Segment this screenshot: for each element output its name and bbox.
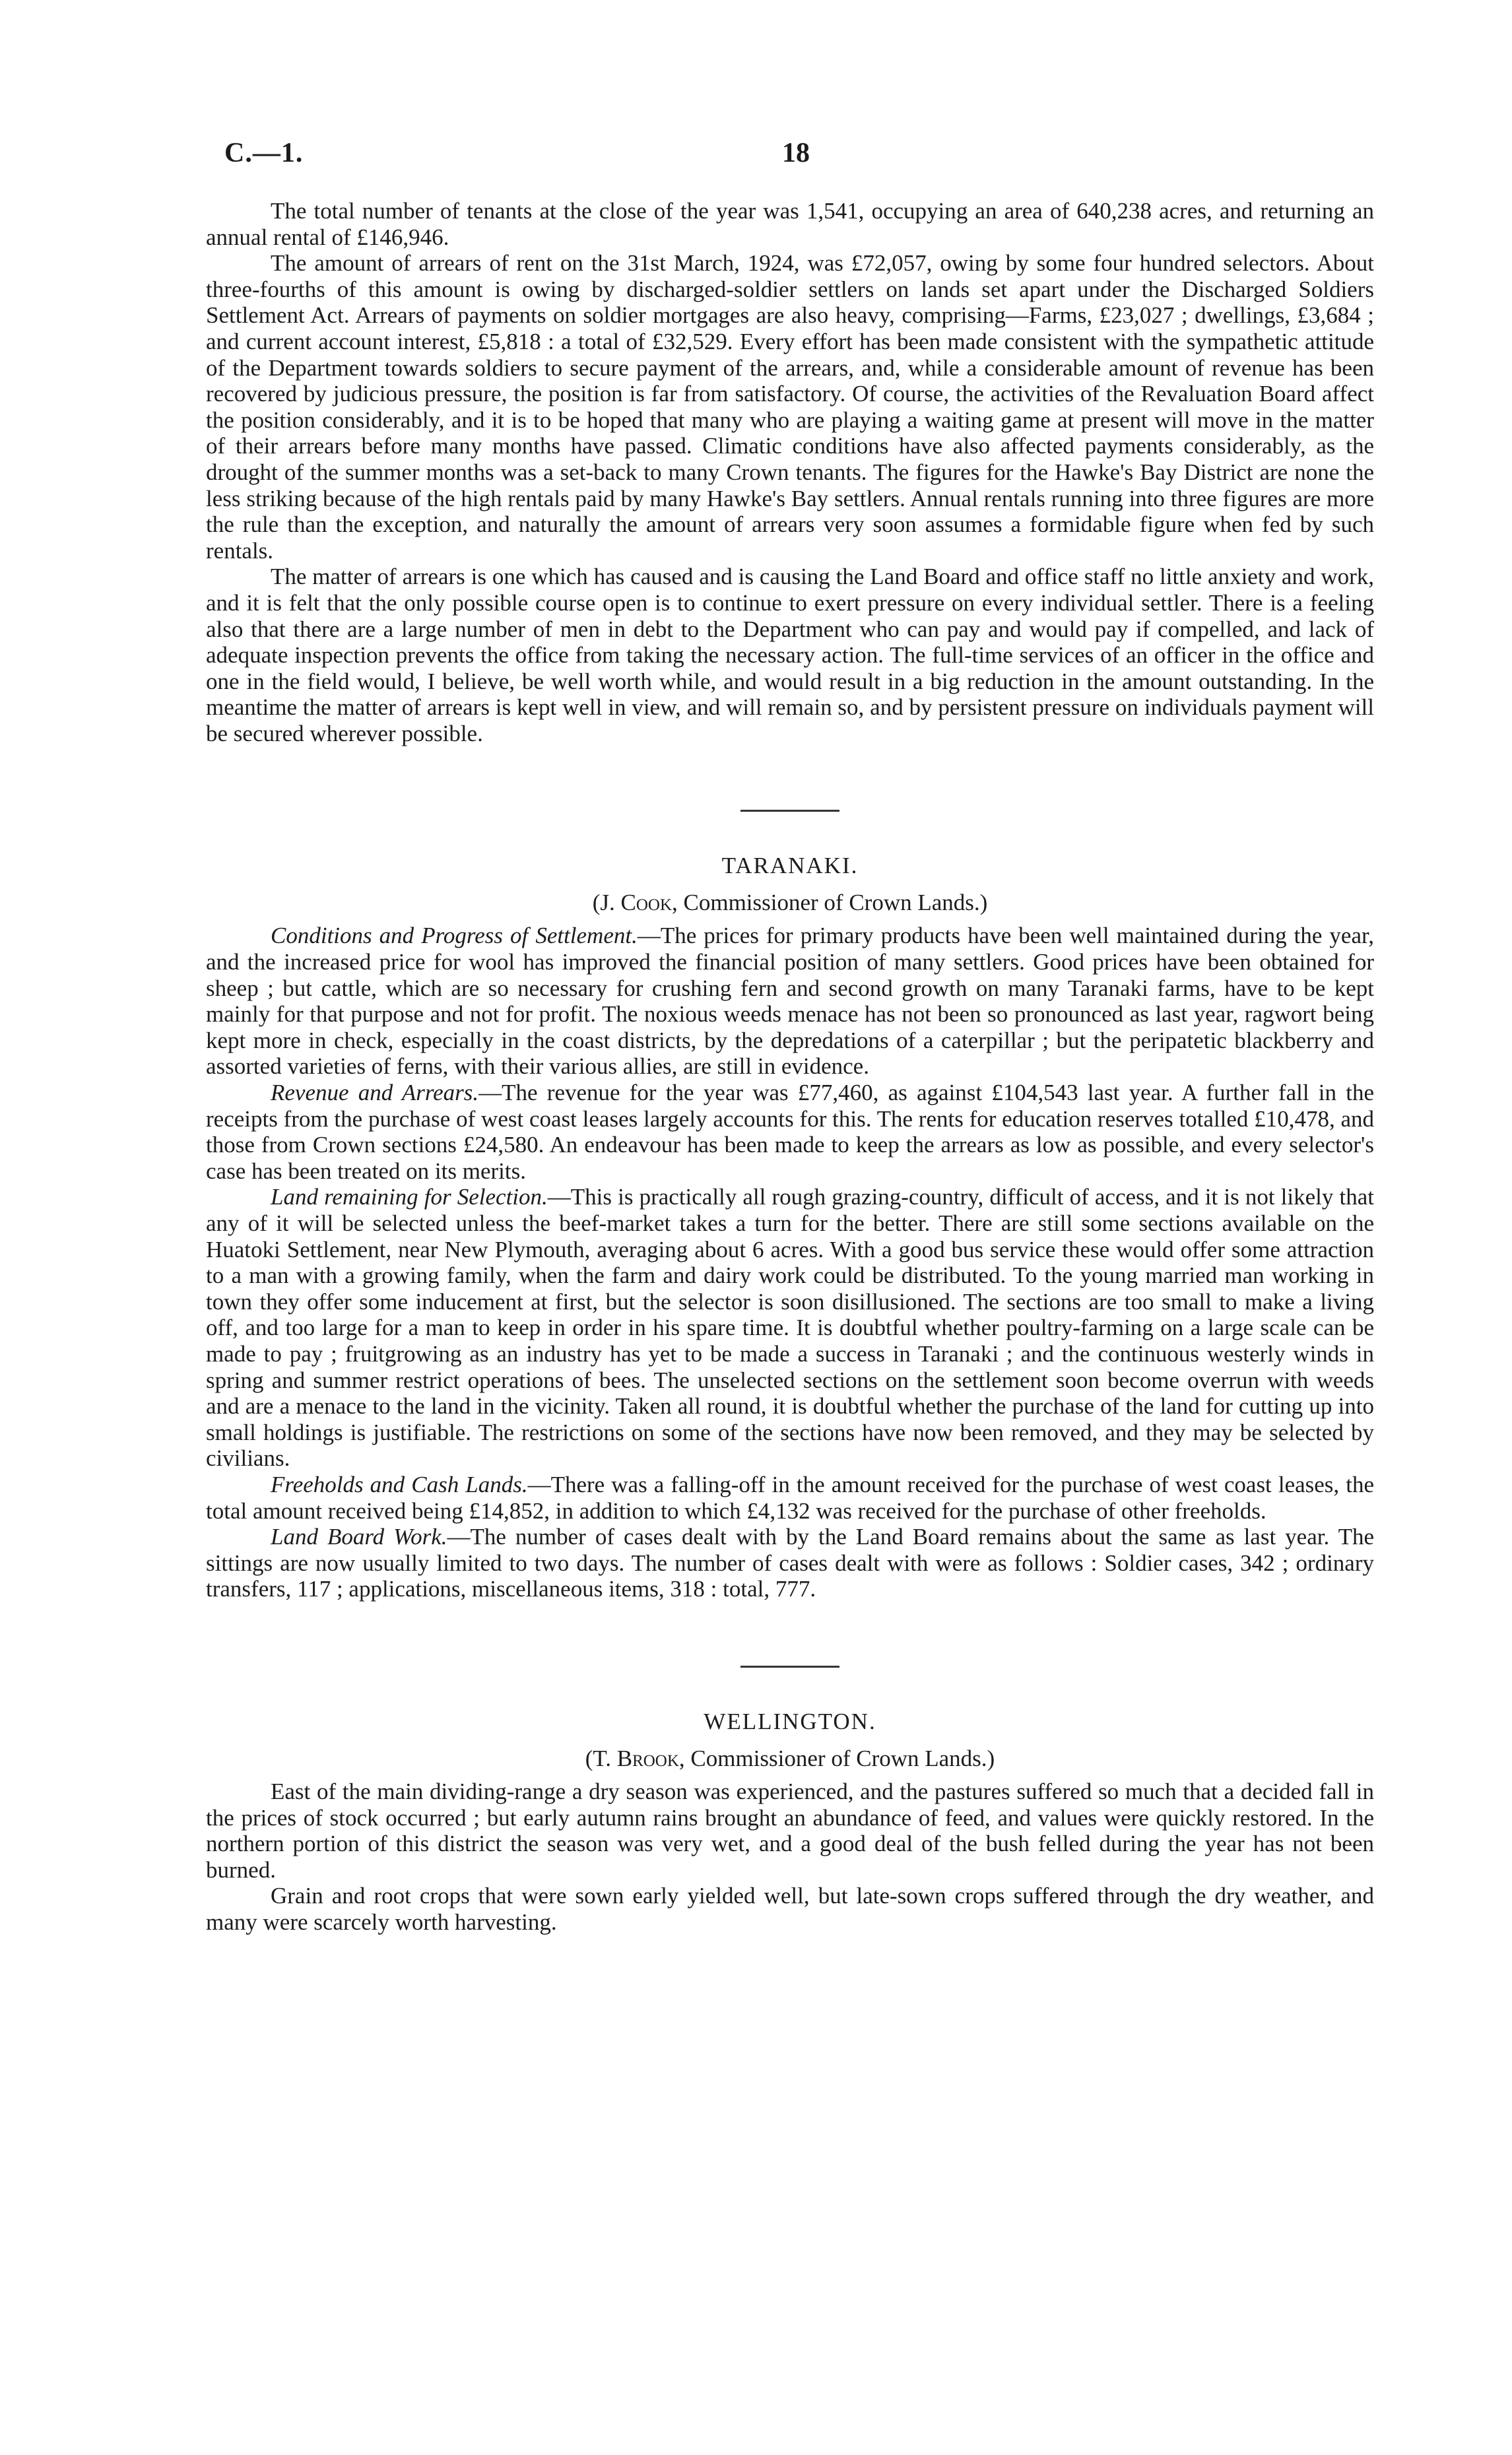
subsection-title: Conditions and Progress of Settlement. [271, 923, 638, 949]
commissioner-name: Brook [616, 1745, 679, 1771]
paragraph-land-selection [206, 1184, 1374, 1472]
byline-open: (T. [585, 1745, 617, 1771]
subsection-title: Land Board Work. [271, 1524, 447, 1550]
section-divider [740, 810, 839, 812]
subsection-title: Land remaining for Selection. [271, 1184, 548, 1210]
intro-section [206, 198, 1374, 746]
byline-wellington [206, 1746, 1374, 1772]
page-header [206, 125, 1374, 178]
taranaki-section [206, 853, 1374, 1602]
section-heading-taranaki: TARANAKI. [721, 853, 859, 879]
section-divider [740, 1666, 839, 1668]
byline-close: , Commissioner of Crown Lands.) [672, 890, 988, 916]
paragraph-crops: Grain and root crops that were sown early yielded well, but late-sown crops suffered through the dry weather, and many were scarcely worth harvesting. [206, 1883, 1374, 1935]
page-number: 18 [782, 138, 810, 168]
commissioner-name: Cook [620, 890, 672, 916]
paragraph-text: —The revenue for the year was £77,460, as against £104,543 last year. A further fall in the receipts from the purchase of west coast leases largely accounts for this. The rents for education reserves totalled £10,478, and those from Crown sections £24,580. An endeavour has been made to keep the arrears as low as possible, and every selector's case has been treated on its merits. [206, 1080, 1374, 1184]
byline-close: , Commissioner of Crown Lands.) [678, 1745, 995, 1771]
document-page [206, 125, 1374, 1935]
paragraph-dry-season: East of the main dividing-range a dry season was experienced, and the pastures suffered so much that a decided fall in the prices of stock occurred ; but early autumn rains brought an abundance of feed, and values were quickly restored. In the northern portion of this district the season was very wet, and a good deal of the bush felled during the year has not been burned. [206, 1778, 1374, 1883]
byline-taranaki [206, 890, 1374, 916]
paragraph-revenue [206, 1080, 1374, 1184]
paragraph-text: —The number of cases dealt with by the Land Board remains about the same as last year. The sittings are now usually limited to two days. The number of cases dealt with were as follows : Soldier cases, 342 ; ordinary transfers, 117 ; applications, miscellaneous items, 318 : total, 777. [206, 1524, 1375, 1602]
document-code: C.—1. [224, 138, 304, 168]
subsection-title: Freeholds and Cash Lands. [271, 1471, 528, 1497]
paragraph-conditions [206, 923, 1374, 1080]
paragraph-text: —This is practically all rough grazing-country, difficult of access, and it is not likely that any of it will be selected unless the beef-market takes a turn for the better. There are still some sections available on the Huatoki Settlement, near New Plymouth, averaging about 6 acres. With a good bus service these would offer some attraction to a man with a growing family, when the farm and dairy work could be distributed. To the young married man working in town they offer some inducement at first, but the selector is soon disillusioned. The sections are too small to make a living off, and too large for a man to keep in order in his spare time. It is doubtful whether poultry-farming on a large scale can be made to pay ; fruitgrowing as an industry has yet to be made a success in Taranaki ; and the continuous westerly winds in spring and summer restrict operations of bees. The unselected sections on the settlement soon become overrun with weeds and are a menace to the land in the vicinity. Taken all round, it is doubtful whether the purchase of the land for cutting up into small holdings is justifiable. The restrictions on some of the sections have now been removed, and they may be selected by civilians. [206, 1184, 1374, 1472]
subsection-title: Revenue and Arrears. [271, 1080, 479, 1106]
paragraph-land-board [206, 1524, 1374, 1602]
paragraph-arrears-matter: The matter of arrears is one which has caused and is causing the Land Board and office staff no little anxiety and work, and it is felt that the only possible course open is to continue to exert pressure on every individual settler. There is a feeling also that there are a large number of men in debt to the Department who can pay and would pay if compelled, and lack of adequate inspection prevents the office from taking the necessary action. The full-time services of an officer in the office and one in the field would, I believe, be well worth while, and would result in a big reduction in the amount outstanding. In the meantime the matter of arrears is kept well in view, and will remain so, and by persistent pressure on individuals payment will be secured wherever possible. [206, 564, 1374, 746]
wellington-section [206, 1709, 1374, 1936]
paragraph-freeholds [206, 1472, 1374, 1524]
section-heading-wellington: WELLINGTON. [704, 1708, 876, 1734]
paragraph-arrears: The amount of arrears of rent on the 31st March, 1924, was £72,057, owing by some four hundred selectors. About three-fourths of this amount is owing by discharged-soldier settlers on lands set apart under the Discharged Soldiers Settlement Act. Arrears of payments on soldier mortgages are also heavy, comprising—Farms, £23,027 ; dwellings, £3,684 ; and current account interest, £5,818 : a total of £32,529. Every effort has been made consistent with the sympathetic attitude of the Department towards soldiers to secure payment of the arrears, and, while a considerable amount of revenue has been recovered by judicious pressure, the position is far from satisfactory. Of course, the activities of the Revaluation Board affect the position considerably, and it is to be hoped that many who are playing a waiting game at present will move in the matter of their arrears before many months have passed. Climatic conditions have also affected payments considerably, as the drought of the summer months was a set-back to many Crown tenants. The figures for the Hawke's Bay District are none the less striking because of the high rentals paid by many Hawke's Bay settlers. Annual rentals running into three figures are more the rule than the exception, and naturally the amount of arrears very soon assumes a formidable figure when fed by such rentals. [206, 250, 1374, 564]
paragraph-text: —There was a falling-off in the amount received for the purchase of west coast leases, the total amount received being £14,852, in addition to which £4,132 was received for the purchase of other freeholds. [206, 1471, 1374, 1524]
paragraph-tenants: The total number of tenants at the close of the year was 1,541, occupying an area of 640,238 acres, and returning an annual rental of £146,946. [206, 198, 1374, 250]
byline-open: (J. [592, 890, 621, 916]
paragraph-text: —The prices for primary products have been well maintained during the year, and the increased price for wool has improved the financial position of many settlers. Good prices have been obtained for sheep ; but cattle, which are so necessary for crushing fern and second growth on many Taranaki farms, have to be kept mainly for that purpose and not for profit. The noxious weeds menace has not been so pronounced as last year, ragwort being kept more in check, especially in the coast districts, by the depredations of a caterpillar ; but the peripatetic blackberry and assorted varieties of ferns, with their various allies, are still in evidence. [206, 923, 1374, 1080]
